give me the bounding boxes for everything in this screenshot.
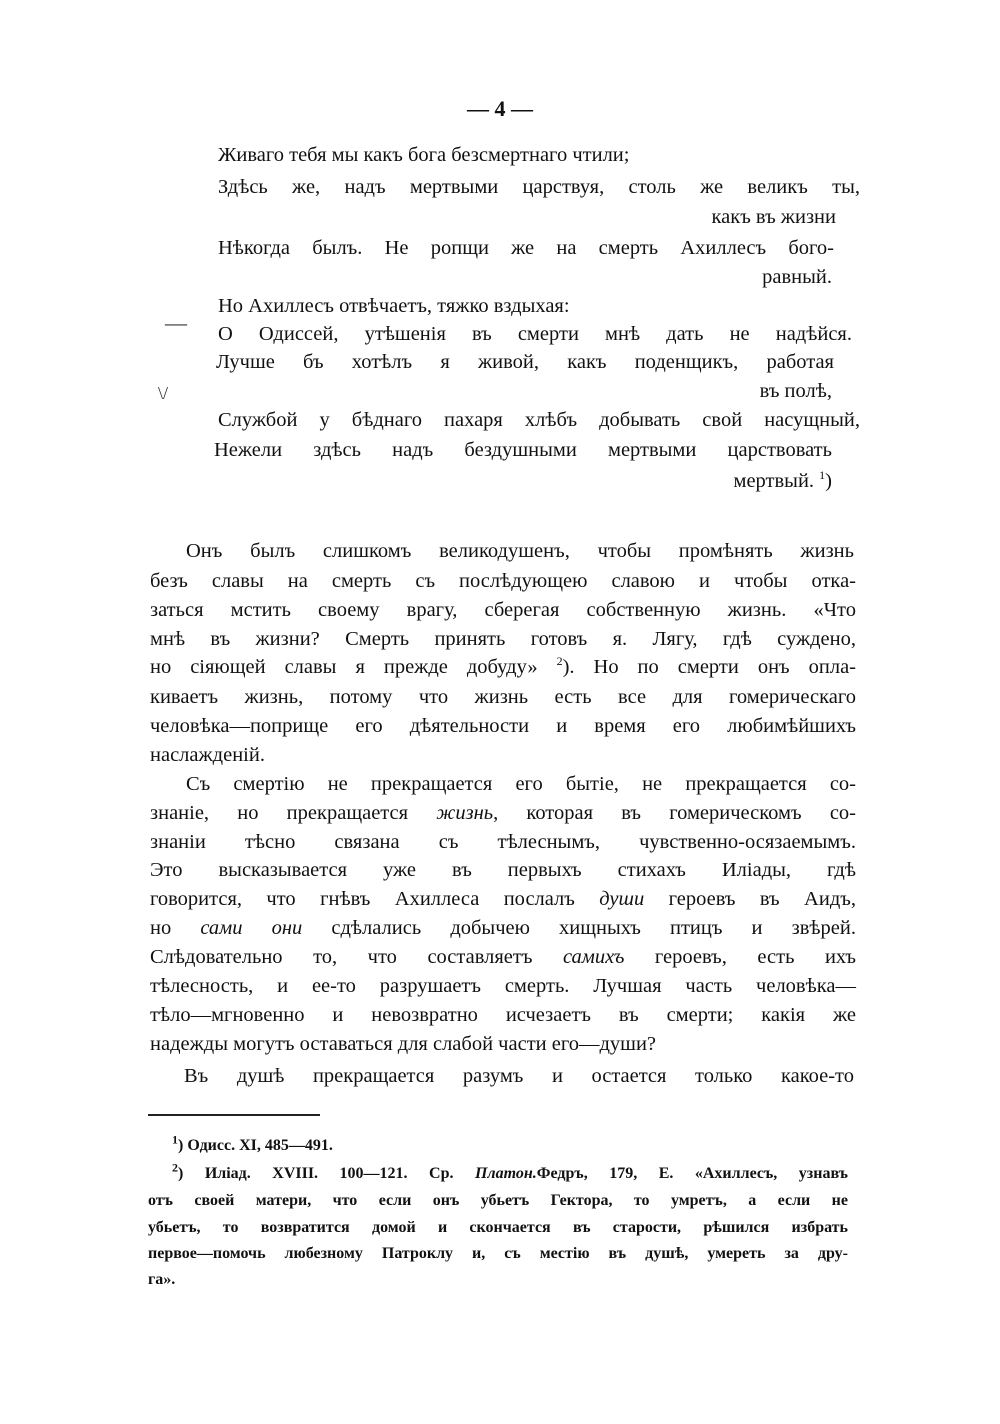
footnote-line <box>172 1162 848 1186</box>
text-segment: Слѣдовательно то, что составляетъ <box>150 946 563 968</box>
paragraph-line <box>150 655 856 679</box>
text-segment: ) <box>825 470 832 492</box>
footnote-ref: 1 <box>819 468 826 483</box>
text-segment: первое—помочь любезному Патроклу и, съ местію въ душѣ, умереть за дру- <box>148 1245 848 1262</box>
verse-line <box>218 236 834 260</box>
footnote-ref: 2 <box>556 654 563 669</box>
text-segment: Нѣкогда былъ. Не ропщи же на смерть Ахиллесъ бого- <box>218 237 834 259</box>
text-segment: Это высказывается уже въ первыхъ стихахъ Иліады, гдѣ <box>150 859 856 881</box>
verse-line <box>600 205 836 229</box>
text-segment: героевъ, есть ихъ <box>624 946 856 968</box>
verse-line <box>218 322 852 346</box>
text-segment: безъ славы на смерть съ послѣдующею славою и чтобы отка- <box>150 570 856 592</box>
text-segment: , которая въ гомерическомъ со- <box>493 802 856 824</box>
text-segment: сдѣлались добычею хищныхъ птицъ и звѣрей. <box>302 917 856 939</box>
text-segment: тѣлесность, и ее-то разрушаетъ смерть. Лучшая часть человѣка— <box>150 975 856 997</box>
paragraph-line <box>150 830 856 854</box>
italic-text: сами они <box>200 917 303 939</box>
footnote-line <box>148 1268 175 1292</box>
footnote-line <box>172 1134 333 1158</box>
text-segment: Съ смертію не прекращается его бытіе, не прекращается со- <box>186 773 856 795</box>
footnote-ref: 1 <box>172 1132 178 1147</box>
text-segment: киваетъ жизнь, потому что жизнь есть все для гомерическаго <box>150 686 856 708</box>
verse-line <box>600 469 832 493</box>
text-segment: знаніе, но прекращается <box>150 802 437 824</box>
text-segment: Живаго тебя мы какъ бога безсмертнаго чтили; <box>218 144 630 166</box>
italic-text: души <box>599 888 645 910</box>
text-segment: знаніи тѣсно связана съ тѣлеснымъ, чувственно-осязаемымъ. <box>150 831 856 853</box>
text-segment: убьетъ, то возвратится домой и скончается въ старости, рѣшился избрать <box>148 1219 848 1236</box>
text-segment: героевъ въ Аидъ, <box>644 888 856 910</box>
verse-line <box>218 143 629 167</box>
footnote-separator <box>148 1114 320 1116</box>
paragraph-line <box>150 887 856 911</box>
margin-dash-mark: — <box>165 310 187 335</box>
footnote-line <box>148 1242 848 1266</box>
paragraph-line <box>150 801 856 825</box>
footnote-ref: 2 <box>172 1160 178 1175</box>
margin-check-mark: \/ <box>158 383 169 403</box>
text-segment: ) Иліад. XVIII. 100—121. Ср. <box>178 1165 475 1182</box>
paragraph-line <box>186 539 854 563</box>
paragraph-line <box>186 772 856 796</box>
page-number: — 4 — <box>467 96 533 121</box>
text-segment: какъ въ жизни <box>711 206 836 228</box>
text-segment: Лучше бъ хотѣлъ я живой, какъ поденщикъ, работая <box>216 351 834 373</box>
italic-text: жизнь <box>436 802 494 824</box>
paragraph-line <box>184 1064 854 1088</box>
verse-line <box>600 379 832 403</box>
text-segment: но сіяющей славы я прежде добуду» <box>150 656 557 678</box>
paragraph-line <box>150 858 856 882</box>
text-segment: наслажденій. <box>150 744 265 766</box>
text-segment: га». <box>148 1271 176 1288</box>
paragraph-line <box>150 714 856 738</box>
text-segment: Въ душѣ прекращается разумъ и остается только какое-то <box>184 1065 854 1087</box>
text-segment: говорится, что гнѣвъ Ахиллеса послалъ <box>150 888 600 910</box>
text-segment: тѣло—мгновенно и невозвратно исчезаетъ въ смерти; какія же <box>150 1004 856 1026</box>
paragraph-line <box>150 569 856 593</box>
verse-line <box>218 175 860 199</box>
verse-line <box>216 350 834 374</box>
paragraph-line <box>150 974 856 998</box>
paragraph-line <box>150 685 856 709</box>
paragraph-line <box>150 627 856 651</box>
verse-line <box>600 265 832 289</box>
text-segment: О Одиссей, утѣшенія въ смерти мнѣ дать не надѣйся. <box>218 323 852 345</box>
text-segment: мнѣ въ жизни? Смерть принять готовъ я. Лягу, гдѣ суждено, <box>150 628 856 650</box>
text-segment: Федръ, 179, Е. «Ахиллесъ, узнавъ <box>536 1165 849 1182</box>
footnote-line <box>148 1216 848 1240</box>
text-segment: Нежели здѣсь надъ бездушными мертвыми царствовать <box>214 439 832 461</box>
verse-line <box>218 408 860 432</box>
paragraph-line <box>150 1032 656 1056</box>
paragraph-line <box>150 743 265 767</box>
text-segment: равный. <box>762 266 832 288</box>
text-segment: заться мстить своему врагу, сберегая собственную жизнь. «Что <box>150 599 856 621</box>
text-segment: человѣка—поприще его дѣятельности и время его любимѣйшихъ <box>150 715 856 737</box>
footnote-line <box>148 1189 848 1213</box>
text-segment: Но Ахиллесъ отвѣчаетъ, тяжко вздыхая: <box>218 295 570 317</box>
paragraph-line <box>150 916 856 940</box>
text-segment: ) Одисс. XI, 485—491. <box>178 1137 333 1154</box>
text-segment: ). Но по смерти онъ опла- <box>562 656 856 678</box>
verse-line <box>218 294 570 318</box>
text-segment: Онъ былъ слишкомъ великодушенъ, чтобы промѣнять жизнь <box>186 540 854 562</box>
text-segment: мертвый. <box>733 470 820 492</box>
italic-text: самихъ <box>562 946 625 968</box>
paragraph-line <box>150 945 856 969</box>
text-segment: надежды могутъ оставаться для слабой части его—души? <box>150 1033 657 1055</box>
verse-line <box>214 438 832 462</box>
text-segment: Службой у бѣднаго пахаря хлѣбъ добывать свой насущный, <box>218 409 860 431</box>
italic-text: Платон. <box>474 1165 537 1182</box>
text-segment: въ полѣ, <box>759 380 832 402</box>
paragraph-line <box>150 598 856 622</box>
text-segment: но <box>150 917 201 939</box>
paragraph-line <box>150 1003 856 1027</box>
text-segment: Здѣсь же, надъ мертвыми царствуя, столь же великъ ты, <box>218 176 860 198</box>
text-segment: отъ своей матери, что если онъ убьетъ Гектора, то умретъ, а если не <box>148 1192 848 1209</box>
